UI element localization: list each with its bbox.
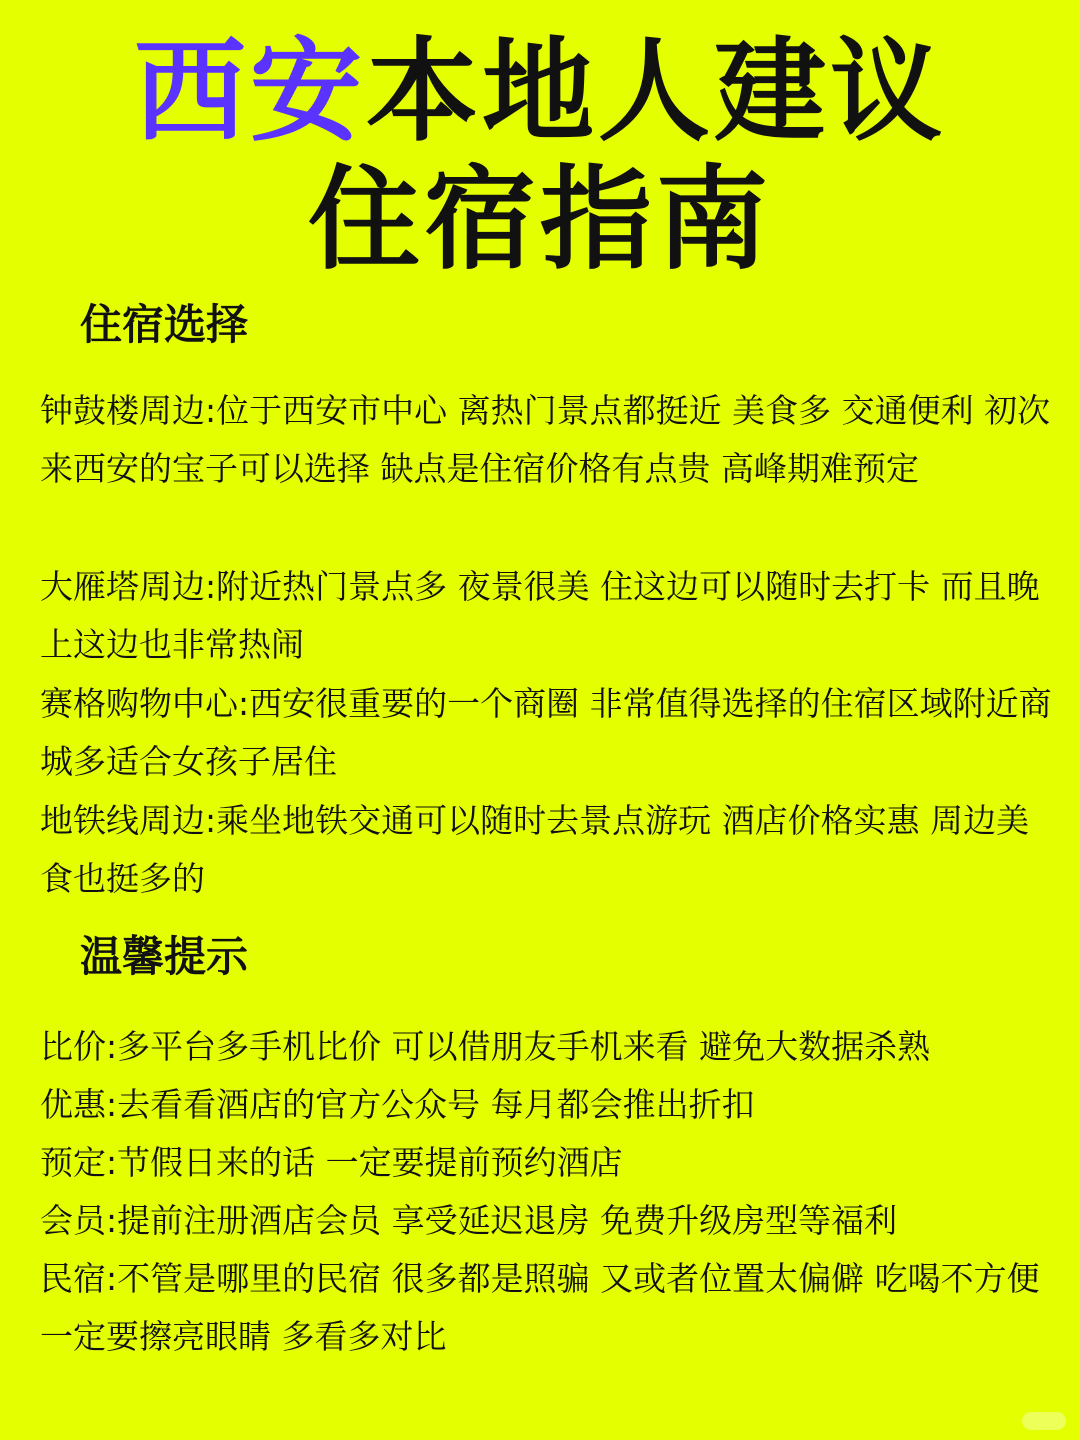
section-heading-lodging-choice: 住宿选择 <box>80 300 249 349</box>
list-item-zhonggulou: 钟鼓楼周边:位于西安市中心 离热门景点都挺近 美食多 交通便利 初次来西安的宝子可以选择 缺点是住宿价格有点贵 高峰期难预定 <box>40 391 1051 488</box>
list-item-saige-mall: 赛格购物中心:西安很重要的一个商圈 非常值得选择的住宿区域附近商城多适合女孩子居住 <box>40 684 1052 781</box>
list-item-metro-line: 地铁线周边:乘坐地铁交通可以随时去景点游玩 酒店价格实惠 周边美食也挺多的 <box>40 801 1030 898</box>
list-item-dayanta: 大雁塔周边:附近热门景点多 夜景很美 住这边可以随时去打卡 而且晚上这边也非常热闹 <box>40 567 1040 664</box>
title-accent-city: 西安 <box>134 27 366 157</box>
list-item-booking: 预定:节假日来的话 一定要提前预约酒店 <box>40 1143 623 1182</box>
title-line-2: 住宿指南 <box>308 155 772 285</box>
list-item-homestay: 民宿:不管是哪里的民宿 很多都是照骗 又或者位置太偏僻 吃喝不方便一定要擦亮眼睛 多看多对比 <box>40 1259 1040 1356</box>
section-heading-tips: 温馨提示 <box>80 932 249 981</box>
watermark-badge <box>1022 1412 1066 1430</box>
page-title <box>0 28 1080 284</box>
list-item-price-compare: 比价:多平台多手机比价 可以借朋友手机来看 避免大数据杀熟 <box>40 1027 931 1066</box>
list-item-discount: 优惠:去看看酒店的官方公众号 每月都会推出折扣 <box>40 1085 755 1124</box>
title-line-1-rest: 本地人建议 <box>366 27 946 157</box>
title-line-1 <box>0 28 1080 156</box>
list-item-membership: 会员:提前注册酒店会员 享受延迟退房 免费升级房型等福利 <box>40 1201 898 1240</box>
